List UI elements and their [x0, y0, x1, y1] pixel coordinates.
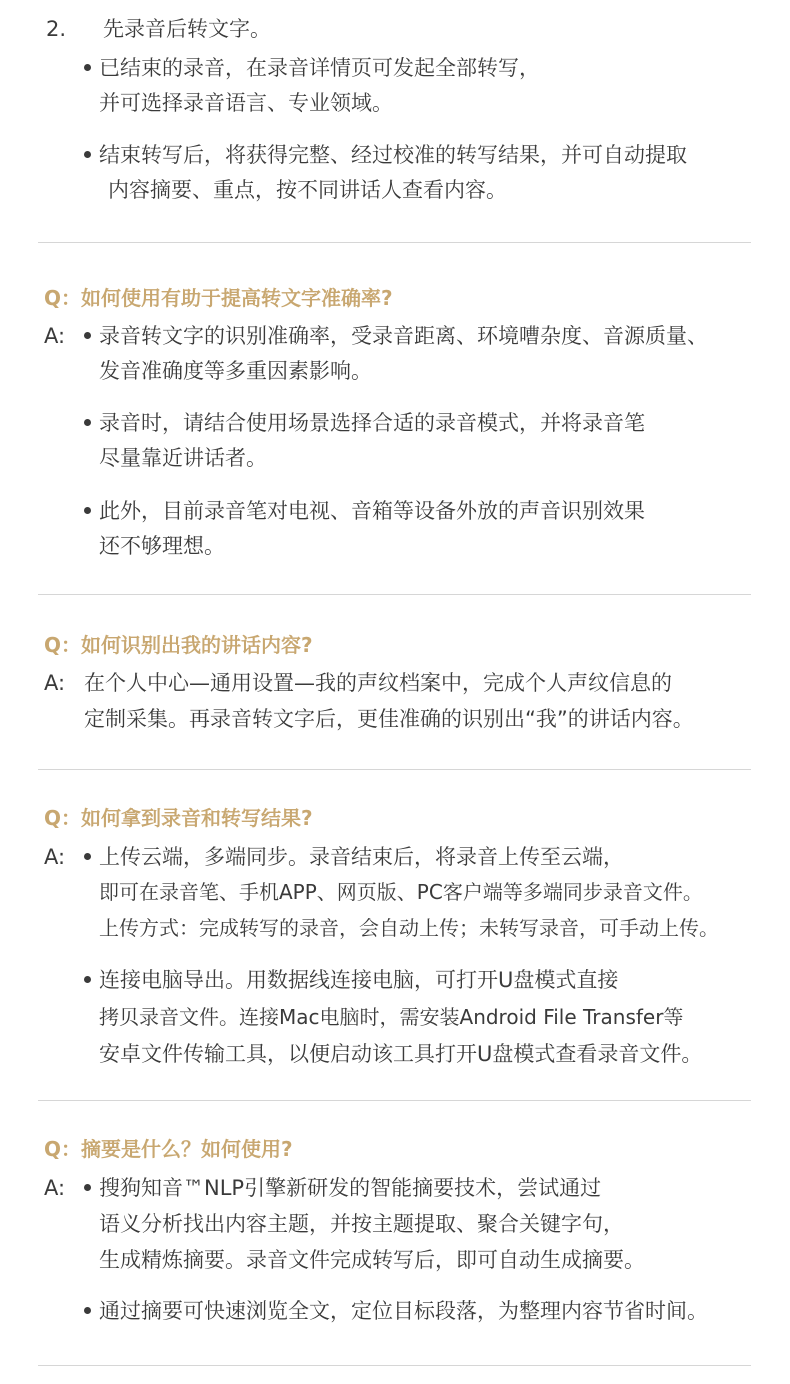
faq-question: Q：如何拿到录音和转写结果? [44, 806, 313, 830]
faq-3-bullet-2-line-3: 安卓文件传输工具，以便启动该工具打开U盘模式查看录音文件。 [99, 1042, 703, 1066]
section-title: 先录音后转文字。 [103, 17, 271, 41]
section-divider [38, 1365, 751, 1366]
faq-question: Q：如何使用有助于提高转文字准确率? [44, 286, 393, 310]
bullet-dot [84, 853, 91, 860]
bullet-dot [84, 151, 91, 158]
faq-3-bullet-2-line-1: 连接电脑导出。用数据线连接电脑，可打开U盘模式直接 [99, 968, 619, 992]
faq-3-bullet-1-line-2: 即可在录音笔、手机APP、网页版、PC客户端等多端同步录音文件。 [99, 880, 703, 904]
faq-3-bullet-1-line-3: 上传方式：完成转写的录音，会自动上传；未转写录音，可手动上传。 [99, 916, 719, 940]
intro-bullet-2-line-2: 内容摘要、重点，按不同讲话人查看内容。 [108, 178, 507, 202]
bullet-dot [84, 976, 91, 983]
bullet-dot [84, 1184, 91, 1191]
faq-1-bullet-2-line-2: 尽量靠近讲话者。 [99, 446, 267, 470]
bullet-dot [84, 332, 91, 339]
faq-3-bullet-1-line-1: 上传云端，多端同步。录音结束后，将录音上传至云端， [99, 845, 624, 869]
intro-bullet-1-line-2: 并可选择录音语言、专业领域。 [99, 91, 393, 115]
faq-1-bullet-1-line-2: 发音准确度等多重因素影响。 [99, 359, 372, 383]
intro-bullet-2-line-1: 结束转写后，将获得完整、经过校准的转写结果，并可自动提取 [99, 143, 687, 167]
bullet-dot [84, 1307, 91, 1314]
section-divider [38, 1100, 751, 1101]
faq-1-bullet-3-line-1: 此外，目前录音笔对电视、音箱等设备外放的声音识别效果 [99, 499, 645, 523]
bullet-dot [84, 419, 91, 426]
faq-question: Q：如何识别出我的讲话内容? [44, 633, 313, 657]
section-divider [38, 242, 751, 243]
section-number: 2. [46, 17, 67, 41]
faq-1-bullet-3-line-2: 还不够理想。 [99, 534, 225, 558]
faq-4-bullet-2-line-1: 通过摘要可快速浏览全文，定位目标段落，为整理内容节省时间。 [99, 1299, 708, 1323]
faq-4-bullet-1-line-2: 语义分析找出内容主题，并按主题提取、聚合关键字句， [99, 1212, 624, 1236]
faq-1-bullet-2-line-1: 录音时，请结合使用场景选择合适的录音模式，并将录音笔 [99, 411, 645, 435]
section-divider [38, 594, 751, 595]
faq-1-bullet-1-line-1: 录音转文字的识别准确率，受录音距离、环境嘈杂度、音源质量、 [99, 324, 708, 348]
faq-question: Q：摘要是什么？如何使用? [44, 1137, 293, 1161]
faq-4-bullet-1-line-3: 生成精炼摘要。录音文件完成转写后，即可自动生成摘要。 [99, 1248, 645, 1272]
intro-bullet-1-line-1: 已结束的录音，在录音详情页可发起全部转写， [99, 56, 540, 80]
section-divider [38, 769, 751, 770]
faq-2-answer-line-2: 定制采集。再录音转文字后，更佳准确的识别出“我”的讲话内容。 [84, 707, 694, 731]
bullet-dot [84, 507, 91, 514]
faq-4-bullet-1-line-1: 搜狗知音™NLP引擎新研发的智能摘要技术，尝试通过 [99, 1176, 602, 1200]
answer-prefix: A: [44, 1176, 66, 1200]
faq-3-bullet-2-line-2: 拷贝录音文件。连接Mac电脑时，需安装Android File Transfer等 [99, 1005, 684, 1029]
answer-prefix: A: [44, 324, 66, 348]
faq-2-answer-line-1: 在个人中心—通用设置—我的声纹档案中，完成个人声纹信息的 [84, 671, 672, 695]
bullet-dot [84, 64, 91, 71]
answer-prefix: A: [44, 671, 66, 695]
answer-prefix: A: [44, 845, 66, 869]
